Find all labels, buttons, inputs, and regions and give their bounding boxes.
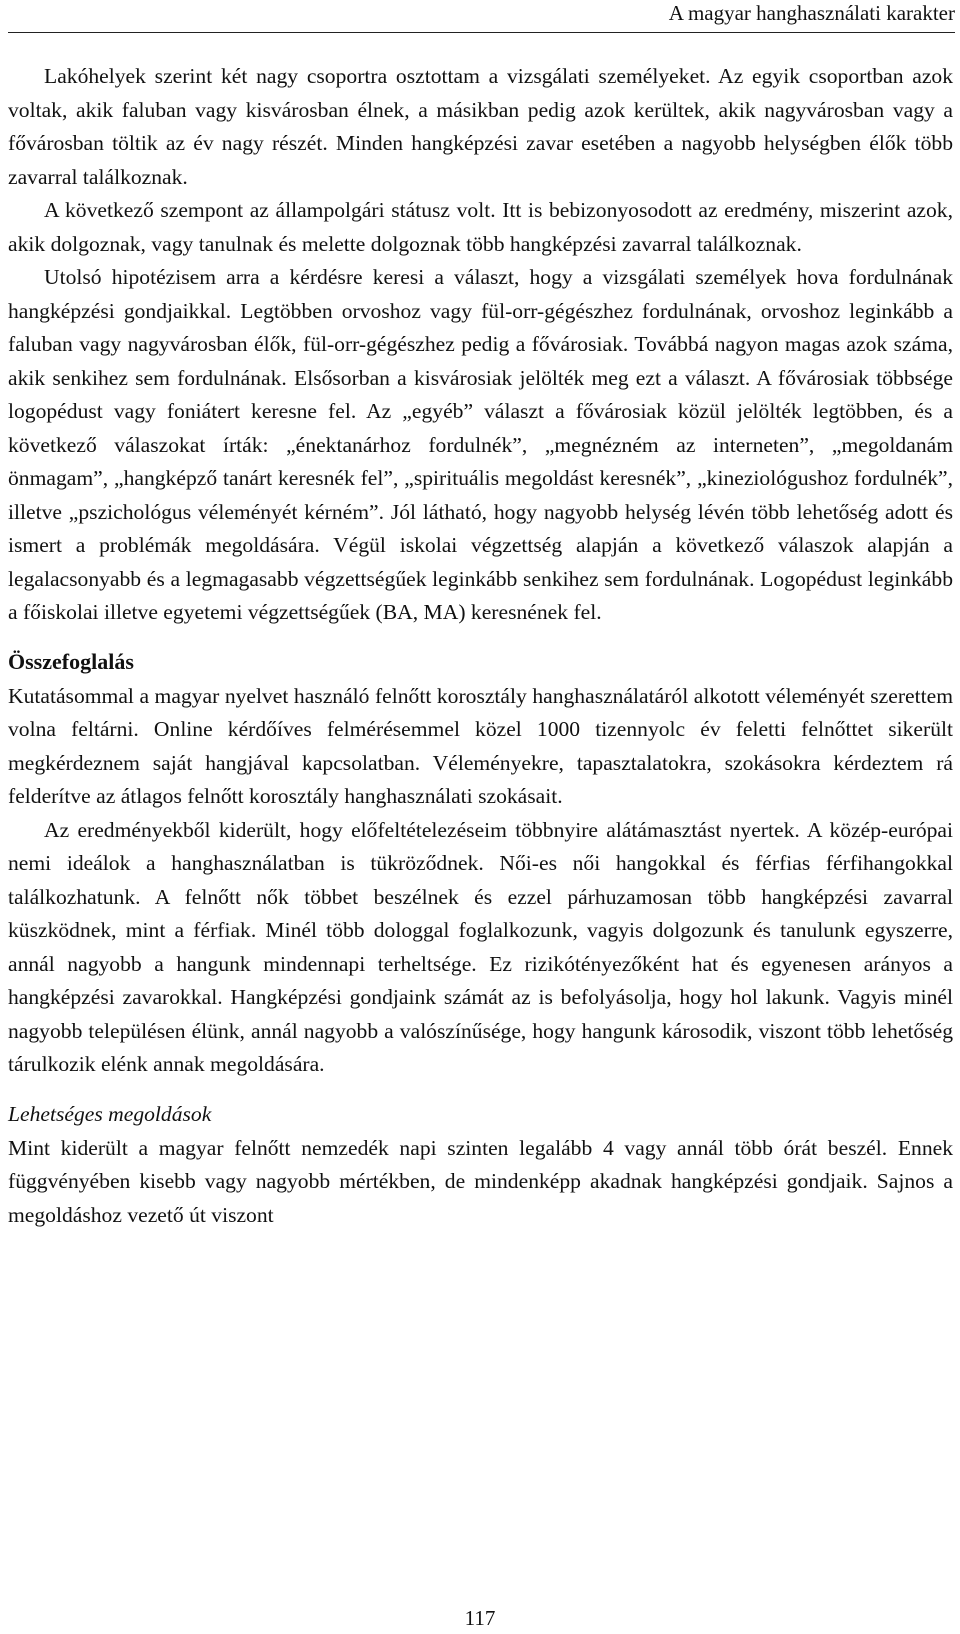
paragraph-residence: Lakóhelyek szerint két nagy csoportra osztottam a vizsgálati személyeket. Az egyik csoportban azok voltak, akik faluban vagy kisvárosban élnek, a másikban pedig azok kerültek, akik nagyvárosban vagy a fővárosban töltik az év nagy részét. Minden hangképzési zavar esetében a nagyobb helységben élők több zavarral találkoznak. [8, 64, 953, 189]
running-header [8, 0, 955, 33]
paragraph-citizenship-status: A következő szempont az állampolgári státusz volt. Itt is bebizonyosodott az eredmény, miszerint azok, akik dolgoznak, vagy tanulnak és melette dolgoznak több hangképzési zavarral találkoznak. [8, 198, 953, 256]
paragraph-solutions: Mint kiderült a magyar felnőtt nemzedék napi szinten legalább 4 vagy annál több órát beszél. Ennek függvényében kisebb vagy nagyobb mértékben, de mindenképp akadnak hangképzési gondjaik. Sajnos a megoldáshoz vezető út viszont [8, 1135, 953, 1227]
paragraph-final-hypothesis: Utolsó hipotézisem arra a kérdésre keresi a választ, hogy a vizsgálati személyek hova fordulnának hangképzési gondjaikkal. Legtöbben orvoshoz vagy fül-orr-gégészhez fordulnának, orvoshoz leginkább a faluban vagy nagyvárosban élők, fül-orr-gégészhez pedig a fővárosiak. Továbbá nagyon magas azok száma, akik senkihez sem fordulnának. Elsősorban a kisvárosiak jelölték meg ezt a választ. A fővárosiak többsége logopédust vagy foniátert keresne fel. Az „egyéb” választ a fővárosiak közül jelölték legtöbben, és a következő válaszokat írták: „énektanárhoz fordulnék”, „megnézném az interneten”, „megoldanám önmagam”, „hangképző tanárt keresnék fel”, „spirituális megoldást keresnék”, „kineziológushoz fordulnék”, illetve „pszichológus véleményét kérném”. Jól látható, hogy nagyobb helység lévén több lehetőség adott és ismert a problémák megoldására. Végül iskolai végzettség alapján a következő válaszok alapján a legalacsonyabb és a legmagasabb végzettségűek leginkább senkihez sem fordulnának. Logopédust leginkább a főiskolai illetve egyetemi végzettségűek (BA, MA) keresnének fel. [8, 265, 953, 624]
page-number: 117 [464, 1606, 496, 1630]
section-heading-summary: Összefoglalás [8, 648, 134, 674]
paragraph-summary-intro: Kutatásommal a magyar nyelvet használó felnőtt korosztály hanghasználatáról alkotott véleményét szerettem volna feltárni. Online kérdőíves felmérésemmel közel 1000 tizennyolc év feletti felnőttet sikerült megkérdeznem saját hangjával kapcsolatban. Véleményekre, tapasztalatokra, szokásokra kérdeztem rá felderítve az átlagos felnőtt korosztály hanghasználati szokásait. [8, 683, 953, 808]
running-title: A magyar hanghasználati karakter [668, 1, 955, 25]
subsection-heading-possible-solutions: Lehetséges megoldások [8, 1101, 212, 1126]
page-body [8, 60, 953, 1232]
paragraph-summary-results: Az eredményekből kiderült, hogy előfeltételezéseim többnyire alátámasztást nyertek. A közép-európai nemi ideálok a hanghasználatban is tükröződnek. Női-es női hangokkal és férfias férfihangokkal találkozhatunk. A felnőtt nők többet beszélnek és ezzel párhuzamosan több hangképzési zavarral küszködnek, mint a férfiak. Minél több dologgal foglalkozunk, vagyis dolgozunk és tanulunk egyszerre, annál nagyobb a hangunk mindennapi terheltsége. Ez rizikótényezőként hat és egyenesen arányos a hangképzési zavarokkal. Hangképzési gondjaink számát az is befolyásolja, hogy hol lakunk. Vagyis minél nagyobb településen élünk, annál nagyobb a valószínűsége, hogy hangunk károsodik, viszont több lehetőség tárulkozik elénk annak megoldására. [8, 817, 953, 1076]
